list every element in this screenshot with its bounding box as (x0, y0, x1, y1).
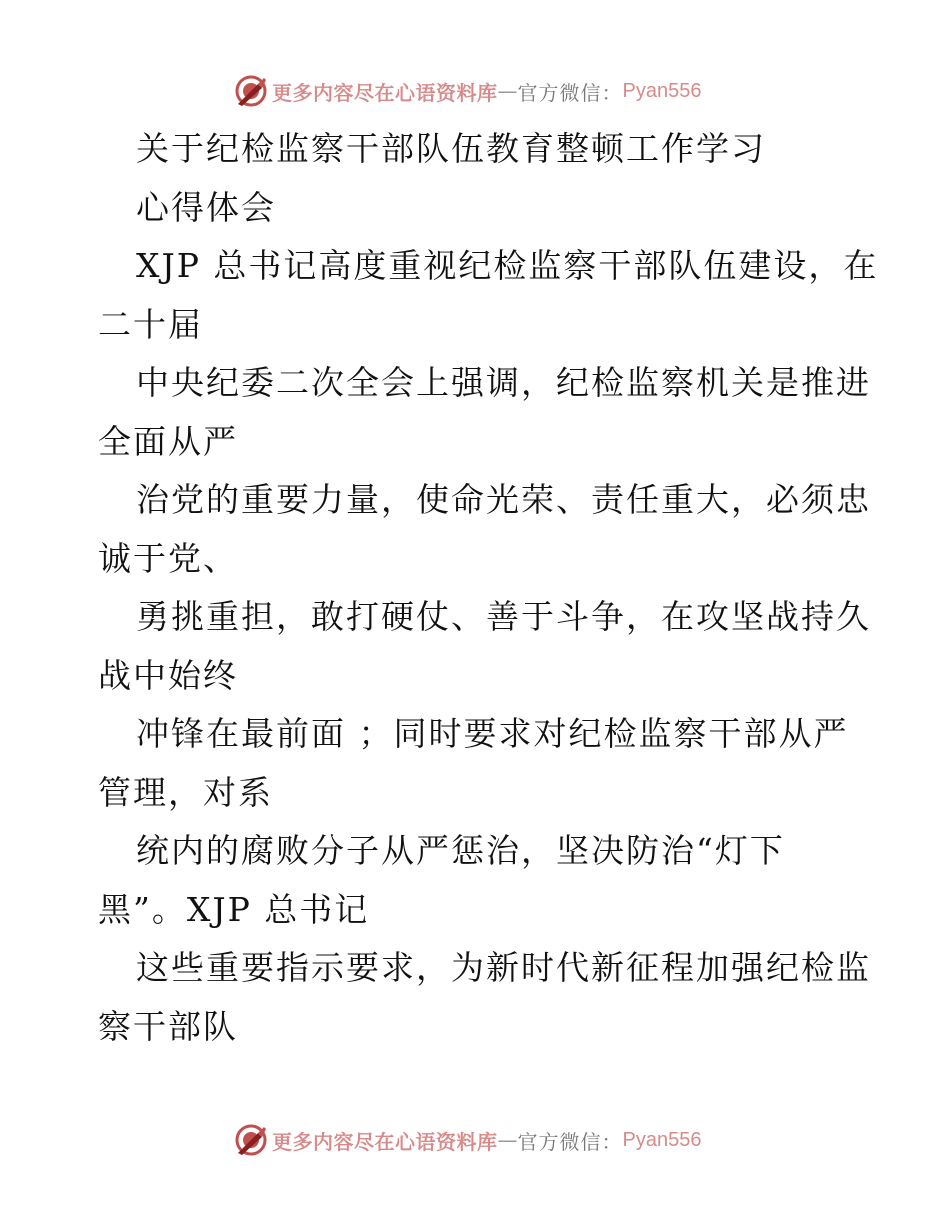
watermark-dash: — (497, 79, 518, 103)
paragraph-line: 这些重要指示要求，为新时代新征程加强纪检监 (136, 948, 871, 987)
watermark-account-id: Pyan556 (622, 79, 702, 102)
watermark-account-id: Pyan556 (622, 1128, 702, 1151)
paragraph-line: 治党的重要力量，使命光荣、责任重大，必须忠 (136, 480, 871, 519)
paragraph-line: 战中始终 (98, 655, 238, 695)
pen-logo-icon (234, 74, 268, 108)
header-watermark (234, 73, 701, 109)
watermark-dash: — (497, 1128, 518, 1152)
paragraph-line: 诚于党、 (98, 538, 238, 578)
paragraph-line: 管理，对系 (98, 772, 273, 812)
paragraph-line: 黑”。XJP 总书记 (98, 889, 370, 929)
document-title-line: 关于纪检监察干部队伍教育整顿工作学习 (136, 129, 766, 168)
paragraph-line: 二十届 (98, 304, 203, 344)
paragraph-line: 冲锋在最前面 ；同时要求对纪检监察干部从严 (136, 714, 849, 753)
watermark-official-label: 官方微信： (517, 80, 623, 105)
document-title-line: 心得体会 (136, 187, 276, 227)
pen-logo-icon (234, 1123, 268, 1157)
watermark-site-text: 更多内容尽在心语资料库 (272, 1129, 498, 1154)
paragraph-line: 察干部队 (98, 1006, 238, 1046)
paragraph-line: 统内的腐败分子从严惩治，坚决防治“灯下 (136, 831, 785, 870)
paragraph-line: 勇挑重担，敢打硬仗、善于斗争，在攻坚战持久 (136, 597, 871, 636)
document-body (98, 120, 879, 1056)
paragraph-line: XJP 总书记高度重视纪检监察干部队伍建设，在 (136, 246, 879, 285)
paragraph-line: 中央纪委二次全会上强调，纪检监察机关是推进 (136, 363, 871, 402)
footer-watermark (234, 1122, 701, 1158)
watermark-site-text: 更多内容尽在心语资料库 (272, 80, 498, 105)
watermark-official-label: 官方微信： (517, 1129, 623, 1154)
paragraph-line: 全面从严 (98, 421, 238, 461)
